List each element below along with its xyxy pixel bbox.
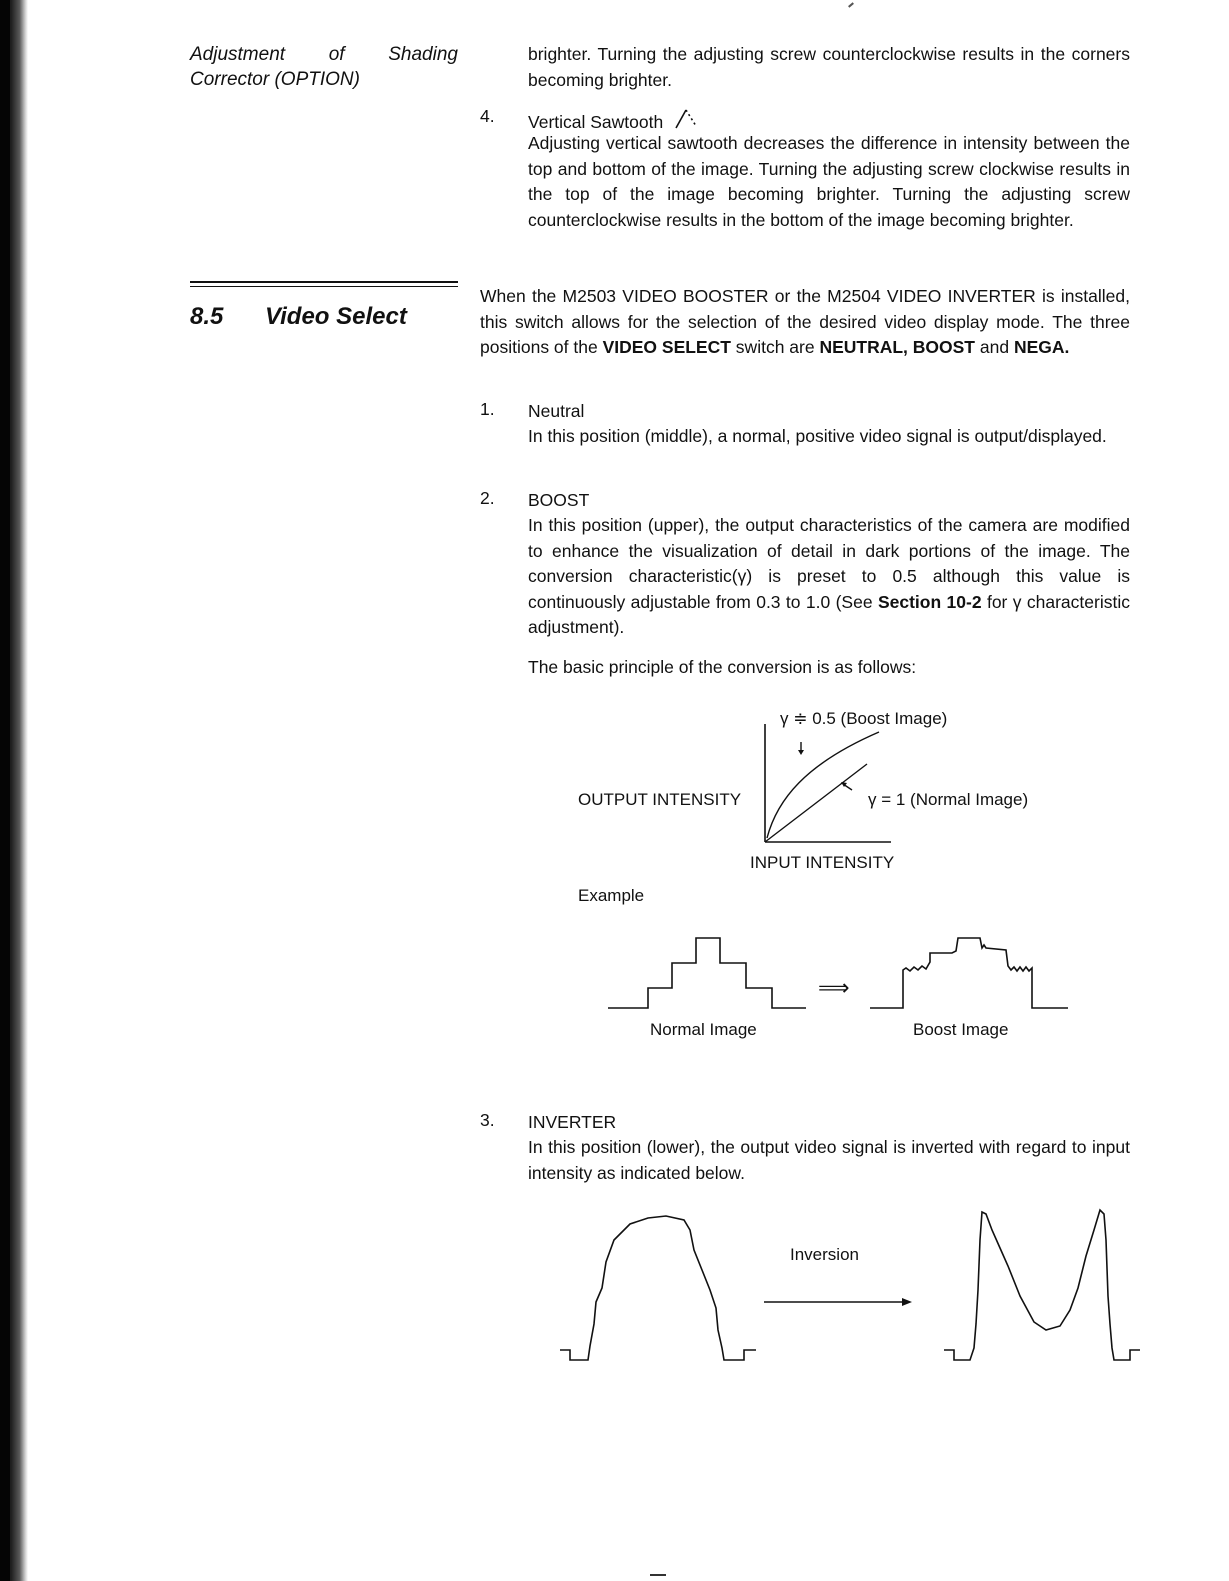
item2-section-ref: Section 10-2: [877, 591, 982, 612]
input-hump-waveform: [560, 1216, 756, 1360]
normal-image-label: Normal Image: [650, 1020, 757, 1039]
inversion-waveform-diagram: [550, 1200, 1150, 1380]
gamma-boost-curve: [767, 732, 879, 838]
item3-title: INVERTER: [528, 1112, 617, 1132]
section-intro: [480, 284, 1130, 361]
inversion-arrowhead: [902, 1298, 912, 1306]
input-intensity-label: INPUT INTENSITY: [750, 853, 895, 872]
side-heading-word-adjustment: Adjustment: [190, 44, 286, 65]
example-arrow-icon: ⟹: [818, 975, 850, 1000]
gamma-curve-diagram: [755, 720, 895, 855]
side-heading-word-of: of: [328, 44, 345, 65]
continued-paragraph: brighter. Turning the adjusting screw counterclockwise results in the corners becoming brighter.: [528, 44, 1130, 90]
example-waveform-diagram: [600, 930, 1080, 1015]
section-rule-top: [190, 281, 458, 283]
example-label: Example: [578, 886, 645, 905]
intro-bold-modes: NEUTRAL, BOOST: [819, 337, 975, 358]
item3-body: In this position (lower), the output video signal is inverted with regard to input intensity as indicated below.: [528, 1137, 1130, 1183]
inversion-label: Inversion: [790, 1245, 859, 1264]
item4-title: Vertical Sawtooth: [528, 112, 664, 132]
intro-text-3: and: [975, 337, 1014, 358]
boost-image-label: Boost Image: [913, 1020, 1009, 1039]
boost-pointer-arrowhead: [798, 750, 804, 755]
item2-number: 2.: [480, 488, 495, 508]
item1-number: 1.: [480, 399, 495, 419]
gamma-normal-label: γ = 1 (Normal Image): [868, 790, 1029, 809]
item2-body: [528, 513, 1130, 641]
principle-text: The basic principle of the conversion is as follows:: [528, 657, 917, 677]
section-title: Video Select: [265, 303, 407, 330]
item4-number: 4.: [480, 106, 495, 126]
gamma-boost-label: γ ≑ 0.5 (Boost Image): [780, 709, 948, 728]
intro-text-2: switch are: [730, 337, 820, 358]
item2-title: BOOST: [528, 490, 590, 510]
boost-image-waveform: [870, 938, 1068, 1008]
section-number: 8.5: [190, 303, 224, 330]
page-footer-mark: [650, 1574, 666, 1576]
intro-bold-video-select: VIDEO SELECT: [602, 337, 731, 358]
item4-body: Adjusting vertical sawtooth decreases the difference in intensity between the top and bottom of the image. Turning the adjusting screw clockwise results in the top of the image becoming brighter. Turning the adjusting screw counterclockwise results in the bottom of the image becoming brighter.: [528, 133, 1130, 230]
gamma-normal-line: [765, 764, 867, 842]
item2-body-text-1: In this position (upper), the output characteristics of the camera are modified to enhance the visualization of detail in dark portions of the image. The conversion characteristic(γ) is preset to 0.5 although this value is continuously adjustable from 0.3 to 1.0 (See: [528, 515, 1130, 612]
side-heading-word-shading: Shading: [388, 44, 458, 65]
side-heading-line2: Corrector (OPTION): [190, 69, 360, 90]
sawtooth-symbol-icon: [672, 106, 712, 132]
item1-body: In this position (middle), a normal, positive video signal is output/displayed.: [528, 426, 1107, 446]
normal-image-waveform: [608, 938, 806, 1008]
item2-body-text-2: for γ characteristic adjustment).: [528, 591, 1130, 638]
intro-text-1: When the M2503 VIDEO BOOSTER or the M2504 VIDEO INVERTER is installed, this switch allows for the selection of the desired video display mode. The three positions of the: [480, 286, 1130, 358]
output-intensity-label: OUTPUT INTENSITY: [578, 790, 742, 809]
side-heading: [190, 42, 458, 92]
section-rule-bottom: [190, 286, 458, 287]
item1-title: Neutral: [528, 401, 585, 421]
scan-binding-shadow: [0, 0, 10, 1581]
intro-bold-nega: NEGA.: [1013, 337, 1070, 358]
scan-speck: [848, 2, 854, 7]
item3-number: 3.: [480, 1110, 495, 1130]
side-heading-line1: [190, 42, 458, 67]
inverted-waveform: [944, 1210, 1140, 1360]
